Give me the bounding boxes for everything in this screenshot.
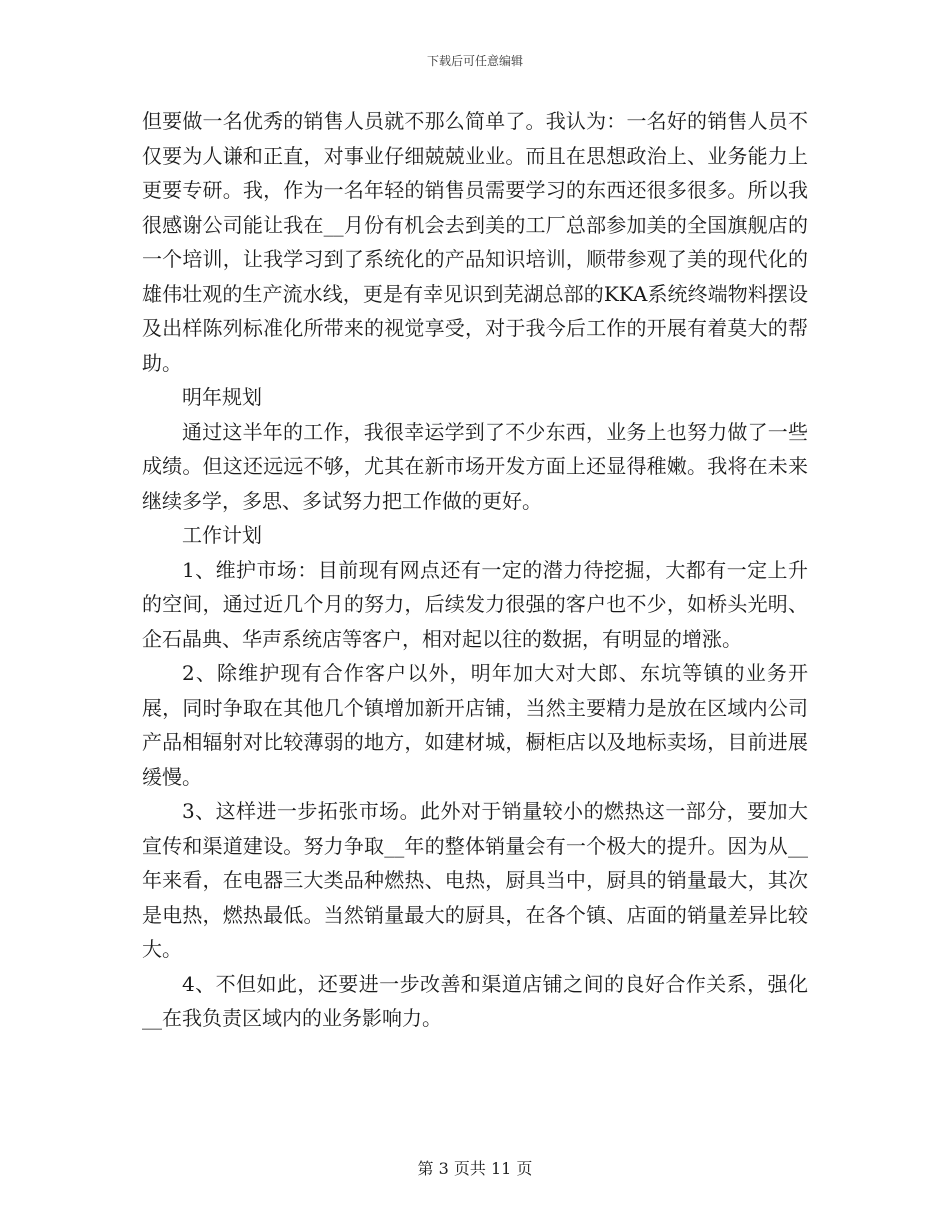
document-body bbox=[142, 104, 808, 1036]
paragraph-plan-item-4: 4、不但如此，还要进一步改善和渠道店铺之间的良好合作关系，强化__在我负责区域内的业务影响力。 bbox=[142, 971, 808, 1030]
paragraph-plan-item-2: 2、除维护现有合作客户以外，明年加大对大郎、东坑等镇的业务开展，同时争取在其他几个镇增加新开店铺，当然主要精力是放在区域内公司产品相辐射对比较薄弱的地方，如建材城，橱柜店以及地标卖场，目前进展缓慢。 bbox=[142, 661, 808, 789]
paragraph-plan-item-3: 3、这样进一步拓张市场。此外对于销量较小的燃热这一部分，要加大宣传和渠道建设。努力争取__年的整体销量会有一个极大的提升。因为从__年来看，在电器三大类品种燃热、电热，厨具当中，厨具的销量最大，其次是电热，燃热最低。当然销量最大的厨具，在各个镇、店面的销量差异比较大。 bbox=[142, 799, 808, 961]
paragraph-plan-item-1: 1、维护市场：目前现有网点还有一定的潜力待挖掘，大都有一定上升的空间，通过近几个月的努力，后续发力很强的客户也不少，如桥头光明、企石晶典、华声系统店等客户，相对起以往的数据，有明显的增涨。 bbox=[142, 557, 808, 651]
heading-next-year-plan: 明年规划 bbox=[182, 385, 262, 409]
page-header: 下载后可任意编辑 bbox=[426, 54, 523, 68]
page-footer: 第 3 页共 11 页 bbox=[417, 1159, 533, 1178]
heading-work-plan: 工作计划 bbox=[182, 523, 262, 547]
paragraph-intro: 但要做一名优秀的销售人员就不那么简单了。我认为：一名好的销售人员不仅要为人谦和正直，对事业仔细兢兢业业。而且在思想政治上、业务能力上更要专研。我，作为一名年轻的销售员需要学习的东西还很多很多。所以我很感谢公司能让我在__月份有机会去到美的工厂总部参加美的全国旗舰店的一个培训，让我学习到了系统化的产品知识培训，顺带参观了美的现代化的雄伟壮观的生产流水线，更是有幸见识到芜湖总部的KKA系统终端物料摆设及出样陈列标准化所带来的视觉享受，对于我今后工作的开展有着莫大的帮助。 bbox=[142, 109, 808, 375]
paragraph-next-year: 通过这半年的工作，我很幸运学到了不少东西，业务上也努力做了一些成绩。但这还远远不够，尤其在新市场开发方面上还显得稚嫩。我将在未来继续多学，多思、多试努力把工作做的更好。 bbox=[142, 419, 808, 513]
